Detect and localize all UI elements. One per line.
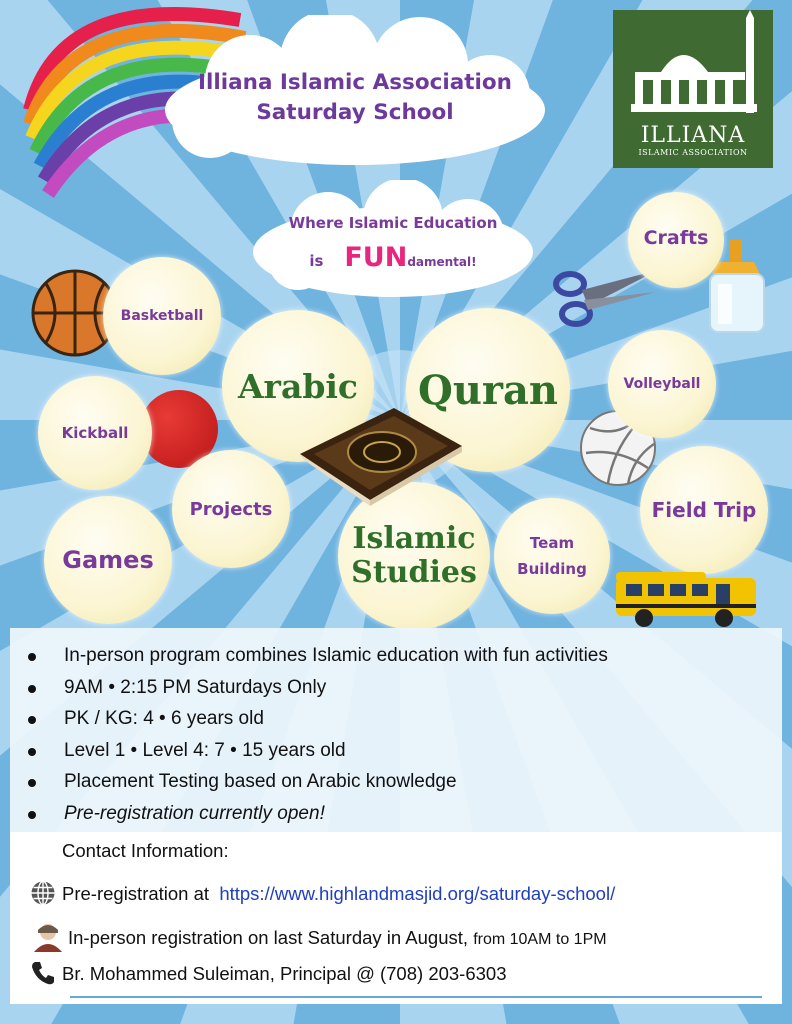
label-games: Games (62, 546, 154, 574)
bubble-basketball (103, 257, 221, 375)
preregistration-row (30, 880, 615, 906)
bullet-dot (28, 779, 36, 787)
contact-heading: Contact Information: (62, 840, 229, 861)
inperson-registration-row (30, 922, 607, 952)
list-item: In-person program combines Islamic education with fun activities (10, 640, 782, 672)
globe-icon (30, 880, 56, 906)
tagline-line-2 (238, 242, 548, 273)
label-studies: Studies (351, 555, 477, 590)
preregistration-label: Pre-registration at (62, 883, 210, 904)
illiana-logo (613, 10, 773, 168)
program-info-list (10, 640, 782, 830)
bubble-field-trip (640, 446, 768, 574)
list-item: Placement Testing based on Arabic knowledge (10, 766, 782, 798)
tagline-line-1: Where Islamic Education (288, 214, 498, 232)
bullet-dot (28, 716, 36, 724)
logo-subtitle: ISLAMIC ASSOCIATION (638, 148, 748, 157)
phone-icon (30, 960, 56, 986)
label-islamic: Islamic (352, 521, 476, 556)
tagline-suffix: damental! (407, 255, 477, 269)
list-item: PK / KG: 4 • 6 years old (10, 703, 782, 735)
logo-name: ILLIANA (640, 123, 746, 148)
bullet-dot (28, 748, 36, 756)
preregistration-link[interactable]: https://www.highlandmasjid.org/saturday-school/ (219, 883, 616, 904)
bullet-dot (28, 653, 36, 661)
bubble-volleyball (608, 330, 716, 438)
label-islamic-studies (351, 522, 477, 590)
principal-row (30, 960, 507, 986)
label-field-trip: Field Trip (651, 498, 757, 522)
title-line-1: Illiana Islamic Association (198, 70, 512, 95)
label-team: Team (529, 534, 575, 552)
bullet-dot (28, 685, 36, 693)
list-item: Pre-registration currently open! (10, 798, 782, 830)
contact-panel (10, 832, 782, 1004)
contact-divider (70, 996, 762, 998)
list-item: 9AM • 2:15 PM Saturdays Only (10, 672, 782, 704)
label-building: Building (517, 560, 587, 578)
tagline-prefix: is (309, 252, 324, 270)
label-crafts: Crafts (643, 227, 709, 249)
school-title (140, 68, 570, 128)
tagline-fun: FUN (344, 242, 408, 273)
inperson-registration-text: In-person registration on last Saturday in August, (68, 927, 469, 948)
bubble-crafts (628, 192, 724, 288)
label-kickball: Kickball (61, 424, 129, 442)
label-volleyball: Volleyball (623, 376, 701, 392)
label-team-building (517, 530, 587, 582)
program-info-panel (10, 628, 782, 834)
label-quran: Quran (418, 366, 558, 414)
mosque-logo-icon (613, 10, 773, 120)
title-line-2: Saturday School (256, 100, 454, 125)
label-projects: Projects (189, 498, 273, 520)
bubble-projects (172, 450, 290, 568)
bubble-kickball (38, 376, 152, 490)
person-icon (30, 922, 66, 952)
list-item: Level 1 • Level 4: 7 • 15 years old (10, 735, 782, 767)
label-basketball: Basketball (120, 308, 204, 324)
bullet-dot (28, 811, 36, 819)
quran-book-icon (296, 402, 466, 512)
label-arabic: Arabic (237, 366, 359, 406)
bubble-games (44, 496, 172, 624)
bubble-team-building (494, 498, 610, 614)
inperson-registration-time: from 10AM to 1PM (473, 931, 607, 948)
school-bus-icon (612, 568, 762, 630)
principal-contact: Br. Mohammed Suleiman, Principal @ (708) 203-6303 (62, 963, 507, 984)
